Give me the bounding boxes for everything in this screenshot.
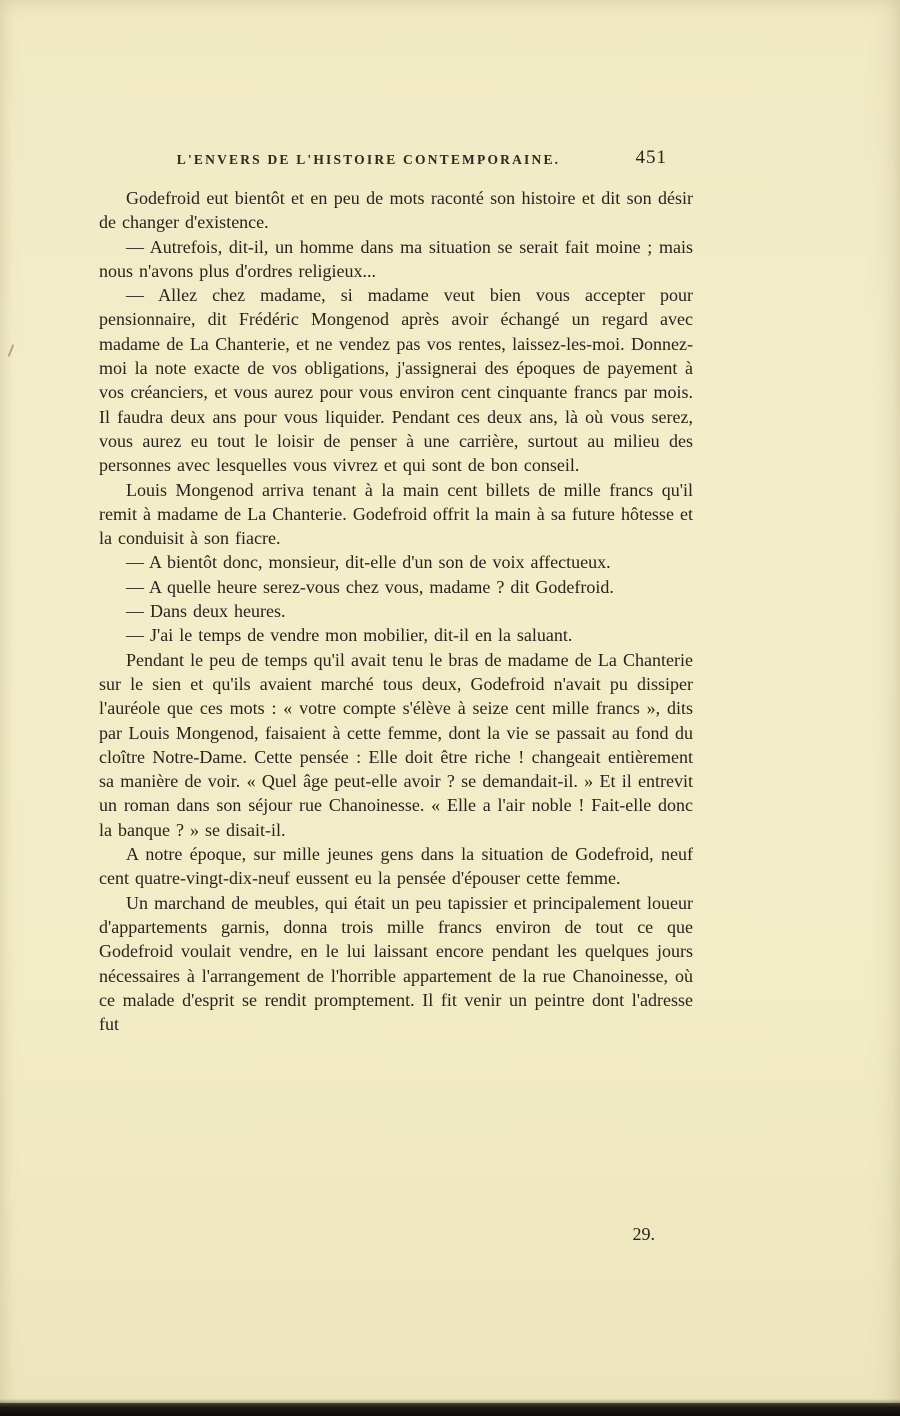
text-block	[99, 186, 693, 1036]
paragraph: Pendant le peu de temps qu'il avait tenu le bras de madame de La Chanterie sur le sien et qu'ils avaient marché tous deux, Godefroid n'avait pu dissiper l'auréole que ces mots : « votre compte s'élève à seize cent mille francs », dits par Louis Mongenod, faisaient à cette femme, dont la vie se passait au fond du cloître Notre-Dame. Cette pensée : Elle doit être riche ! changeait entièrement sa manière de voir. « Quel âge peut-elle avoir ? se demandait-il. » Et il entrevit un roman dans son séjour rue Chanoinesse. « Elle a l'air noble ! Fait-elle donc la banque ? » se disait-il.	[99, 649, 693, 840]
page-number: 451	[635, 147, 667, 168]
paragraph: — Dans deux heures.	[126, 601, 286, 622]
paragraph: — Allez chez madame, si madame veut bien vous accepter pour pensionnaire, dit Frédéric Mongenod après avoir échangé un regard avec madame de La Chanterie, et ne vendez pas vos rentes, laissez-les-moi. Donnez-moi la note exacte de vos obligations, j'assignerai des époques de payement à vos créanciers, et vous aurez pour vous environ cent cinquante francs par mois. Il faudra deux ans pour vous liquider. Pendant ces deux ans, là où vous serez, vous aurez eu tout le loisir de penser à une carrière, surtout au milieu des personnes avec lesquelles vous vivrez et qui sont de bon conseil.	[99, 285, 693, 476]
signature-mark	[99, 1224, 693, 1245]
margin-pen-mark	[8, 344, 15, 357]
paragraph: — J'ai le temps de vendre mon mobilier, dit-il en la saluant.	[126, 625, 573, 646]
paragraph: — Autrefois, dit-il, un homme dans ma situation se serait fait moine ; mais nous n'avons plus d'ordres religieux...	[99, 236, 693, 281]
paragraph: Godefroid eut bientôt et en peu de mots raconté son histoire et dit son désir de changer d'existence.	[99, 188, 693, 233]
paragraph: — A bientôt donc, monsieur, dit-elle d'un son de voix affectueux.	[126, 552, 611, 573]
paragraph: Louis Mongenod arriva tenant à la main cent billets de mille francs qu'il remit à madame de La Chanterie. Godefroid offrit la main à sa future hôtesse et la conduisit à son fiacre.	[99, 479, 693, 549]
signature-mark-text: 29.	[632, 1224, 655, 1244]
running-title: L'ENVERS DE L'HISTOIRE CONTEMPORAINE.	[176, 152, 561, 167]
paragraph: Un marchand de meubles, qui était un peu tapissier et principalement loueur d'appartements garnis, donna trois mille francs environ de tout ce que Godefroid voulait vendre, en le lui laissant encore pendant les quelques jours nécessaires à l'arrangement de l'horrible appartement de la rue Chanoinesse, où ce malade d'esprit se rendit promptement. Il fit venir un peintre dont l'adresse fut	[99, 892, 693, 1035]
paragraph: — A quelle heure serez-vous chez vous, madame ? dit Godefroid.	[126, 576, 614, 597]
paragraph: A notre époque, sur mille jeunes gens dans la situation de Godefroid, neuf cent quatre-vingt-dix-neuf eussent eu la pensée d'épouser cette femme.	[99, 844, 693, 889]
page-header	[99, 147, 693, 176]
scan-bottom-edge	[0, 1403, 900, 1416]
